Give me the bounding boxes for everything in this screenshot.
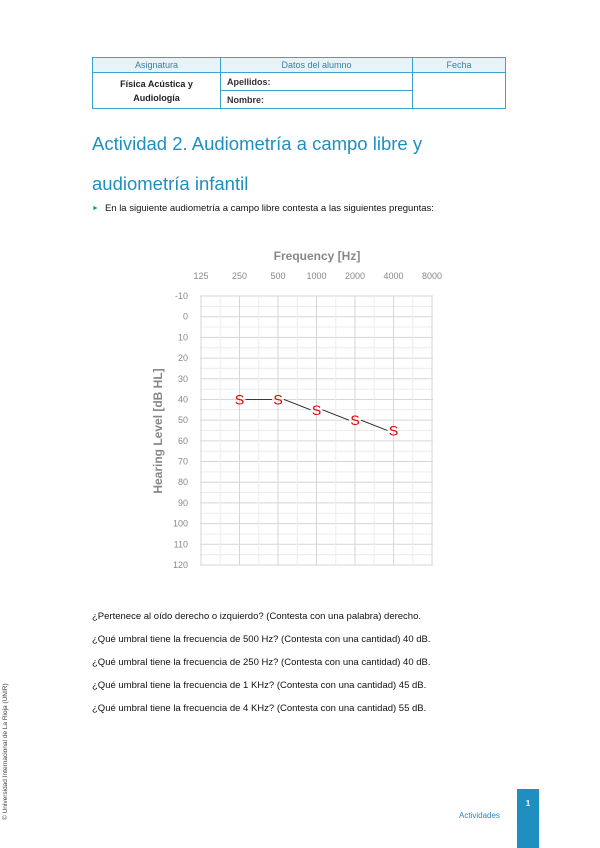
subject-line1: Física Acústica y <box>120 78 193 89</box>
surname-field[interactable]: Apellidos: <box>221 73 413 91</box>
x-tick-label: 125 <box>193 271 209 281</box>
date-field[interactable] <box>413 73 506 109</box>
question-1: ¿Pertenece al oído derecho o izquierdo? (Contesta con una palabra) derecho. <box>92 611 422 622</box>
data-point-marker: S <box>273 391 283 408</box>
instruction <box>92 203 434 214</box>
y-tick-label: 120 <box>172 560 188 570</box>
x-tick-label: 2000 <box>344 271 366 281</box>
y-tick-label: 110 <box>173 539 188 550</box>
header-subject-col: Asignatura <box>93 58 221 73</box>
y-tick-label: 0 <box>182 311 188 322</box>
question-3: ¿Qué umbral tiene la frecuencia de 250 Hz? (Contesta con una cantidad) 40 dB. <box>92 657 431 668</box>
data-point-marker: S <box>388 422 399 439</box>
chart-title: Frequency [Hz] <box>273 249 361 263</box>
data-point-marker: S <box>234 391 245 408</box>
y-tick-label: 70 <box>177 456 188 467</box>
instruction-text: En la siguiente audiometría a campo libre contesta a las siguientes preguntas: <box>104 203 434 214</box>
audiogram-chart <box>140 238 460 578</box>
y-tick-label: 100 <box>172 518 188 529</box>
y-tick-label: 30 <box>177 373 188 384</box>
x-tick-label: 8000 <box>421 271 443 281</box>
x-tick-label: 500 <box>270 271 286 281</box>
y-tick-label: 60 <box>177 435 188 446</box>
title-line2: audiometría infantil <box>92 173 249 194</box>
header-date-col: Fecha <box>413 58 506 73</box>
data-point-marker: S <box>311 401 322 418</box>
y-tick-label: 40 <box>177 394 188 405</box>
y-tick-label: 80 <box>177 477 188 488</box>
y-tick-label: 50 <box>177 415 188 426</box>
bullet-arrow-icon: ► <box>92 205 99 212</box>
page-number-tab: 1 <box>517 789 539 848</box>
name-field[interactable]: Nombre: <box>221 91 413 109</box>
x-tick-label: 250 <box>231 271 248 281</box>
header-student-col: Datos del alumno <box>221 58 413 73</box>
question-5: ¿Qué umbral tiene la frecuencia de 4 KHz? (Contesta con una cantidad) 55 dB. <box>92 703 427 714</box>
y-tick-label: 90 <box>177 497 188 508</box>
data-point-marker: S <box>350 412 360 429</box>
footer-section-label: Actividades <box>459 811 500 820</box>
subject-line2: Audiología <box>133 92 180 103</box>
page-title <box>92 124 512 204</box>
question-4: ¿Qué umbral tiene la frecuencia de 1 KHz? (Contesta con una cantidad) 45 dB. <box>92 680 427 691</box>
y-tick-label: 20 <box>177 353 188 364</box>
header-table <box>92 57 506 109</box>
x-tick-label: 4000 <box>383 271 404 281</box>
question-2: ¿Qué umbral tiene la frecuencia de 500 Hz? (Contesta con una cantidad) 40 dB. <box>92 634 431 645</box>
y-tick-label: 10 <box>177 332 188 343</box>
x-tick-label: 1000 <box>306 271 327 281</box>
subject-cell <box>93 73 221 109</box>
copyright-side-text: © Universidad Internacional de La Rioja (UNIR) <box>2 683 9 820</box>
chart-y-axis-label: Hearing Level [dB HL] <box>151 368 165 494</box>
title-line1: Actividad 2. Audiometría a campo libre y <box>92 133 423 154</box>
y-tick-label: -10 <box>174 291 188 301</box>
